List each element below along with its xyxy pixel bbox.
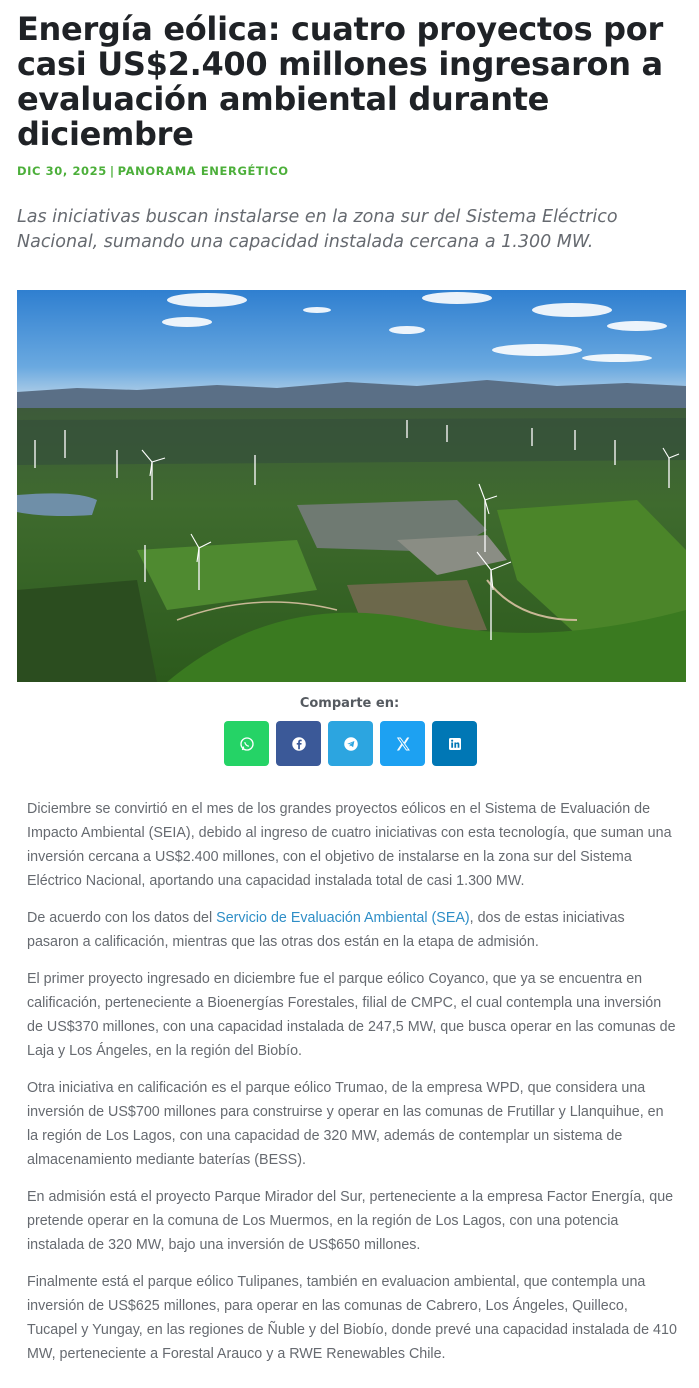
whatsapp-share-button[interactable] bbox=[224, 721, 269, 766]
body-paragraph: Finalmente está el parque eólico Tulipanes, también en evaluacion ambiental, que contempla una inversión de US$625 millones, para operar en las comunas de Cabrero, Los Ángeles, Quilleco, Tucapel y Yungay, en las regiones de Ñuble y del Biobío, donde prevé una capacidad instalada de 410 MW, perteneciente a Forestal Arauco y a RWE Renewables Chile. bbox=[27, 1274, 677, 1362]
telegram-share-button[interactable] bbox=[328, 721, 373, 766]
article-category[interactable]: PANORAMA ENERGÉTICO bbox=[117, 164, 289, 178]
hero-image bbox=[17, 290, 686, 682]
telegram-icon bbox=[342, 735, 360, 753]
body-paragraph: En admisión está el proyecto Parque Mirador del Sur, perteneciente a la empresa Factor Energía, que pretende operar en la comuna de Los Muermos, en la región de Los Lagos, con una potencia instalada de 320 MW, bajo una inversión de US$650 millones. bbox=[27, 1189, 674, 1253]
wind-farm-landscape bbox=[17, 290, 686, 682]
body-paragraph: De acuerdo con los datos del Servicio de Evaluación Ambiental (SEA), dos de estas iniciativas pasaron a calificación, mientras que las otras dos están en la etapa de admisión. bbox=[27, 910, 625, 950]
sea-link[interactable]: Servicio de Evaluación Ambiental (SEA) bbox=[216, 910, 470, 926]
body-paragraph: Otra iniciativa en calificación es el parque eólico Trumao, de la empresa WPD, que considera una inversión de US$700 millones para construirse y operar en las comunas de Frutillar y Llanquihue, en la región de Los Lagos, con una capacidad de 320 MW, además de contemplar un sistema de almacenamiento mediante baterías (BESS). bbox=[27, 1080, 664, 1168]
body-paragraph: Diciembre se convirtió en el mes de los grandes proyectos eólicos en el Sistema de Evaluación de Impacto Ambiental (SEIA), debido al ingreso de cuatro iniciativas con esta tecnología, que suman una inversión cercana a US$2.400 millones, con el objetivo de instalarse en la zona sur del Sistema Eléctrico Nacional, aportando una capacidad instalada total de casi 1.300 MW. bbox=[27, 801, 672, 889]
linkedin-icon bbox=[446, 735, 464, 753]
share-label: Comparte en: bbox=[299, 696, 400, 711]
article-meta bbox=[17, 164, 289, 178]
linkedin-share-button[interactable] bbox=[432, 721, 477, 766]
article-title: Energía eólica: cuatro proyectos por casi US$2.400 millones ingresaron a evaluación ambiental durante diciembre bbox=[17, 10, 663, 153]
facebook-icon bbox=[290, 735, 308, 753]
x-icon bbox=[394, 735, 412, 753]
whatsapp-icon bbox=[238, 735, 256, 753]
meta-separator: | bbox=[109, 164, 115, 178]
x-share-button[interactable] bbox=[380, 721, 425, 766]
body-paragraph: El primer proyecto ingresado en diciembre fue el parque eólico Coyanco, que ya se encuentra en calificación, perteneciente a Bioenergías Forestales, filial de CMPC, el cual contempla una inversión de US$370 millones, con una capacidad instalada de 247,5 MW, que busca operar en las comunas de Laja y Los Ángeles, en la región del Biobío. bbox=[27, 971, 676, 1059]
facebook-share-button[interactable] bbox=[276, 721, 321, 766]
article-body bbox=[27, 797, 677, 1379]
share-buttons bbox=[224, 721, 477, 766]
article-subtitle: Las iniciativas buscan instalarse en la zona sur del Sistema Eléctrico Nacional, sumando una capacidad instalada cercana a 1.300 MW. bbox=[17, 207, 618, 252]
article-date: DIC 30, 2025 bbox=[17, 164, 107, 178]
